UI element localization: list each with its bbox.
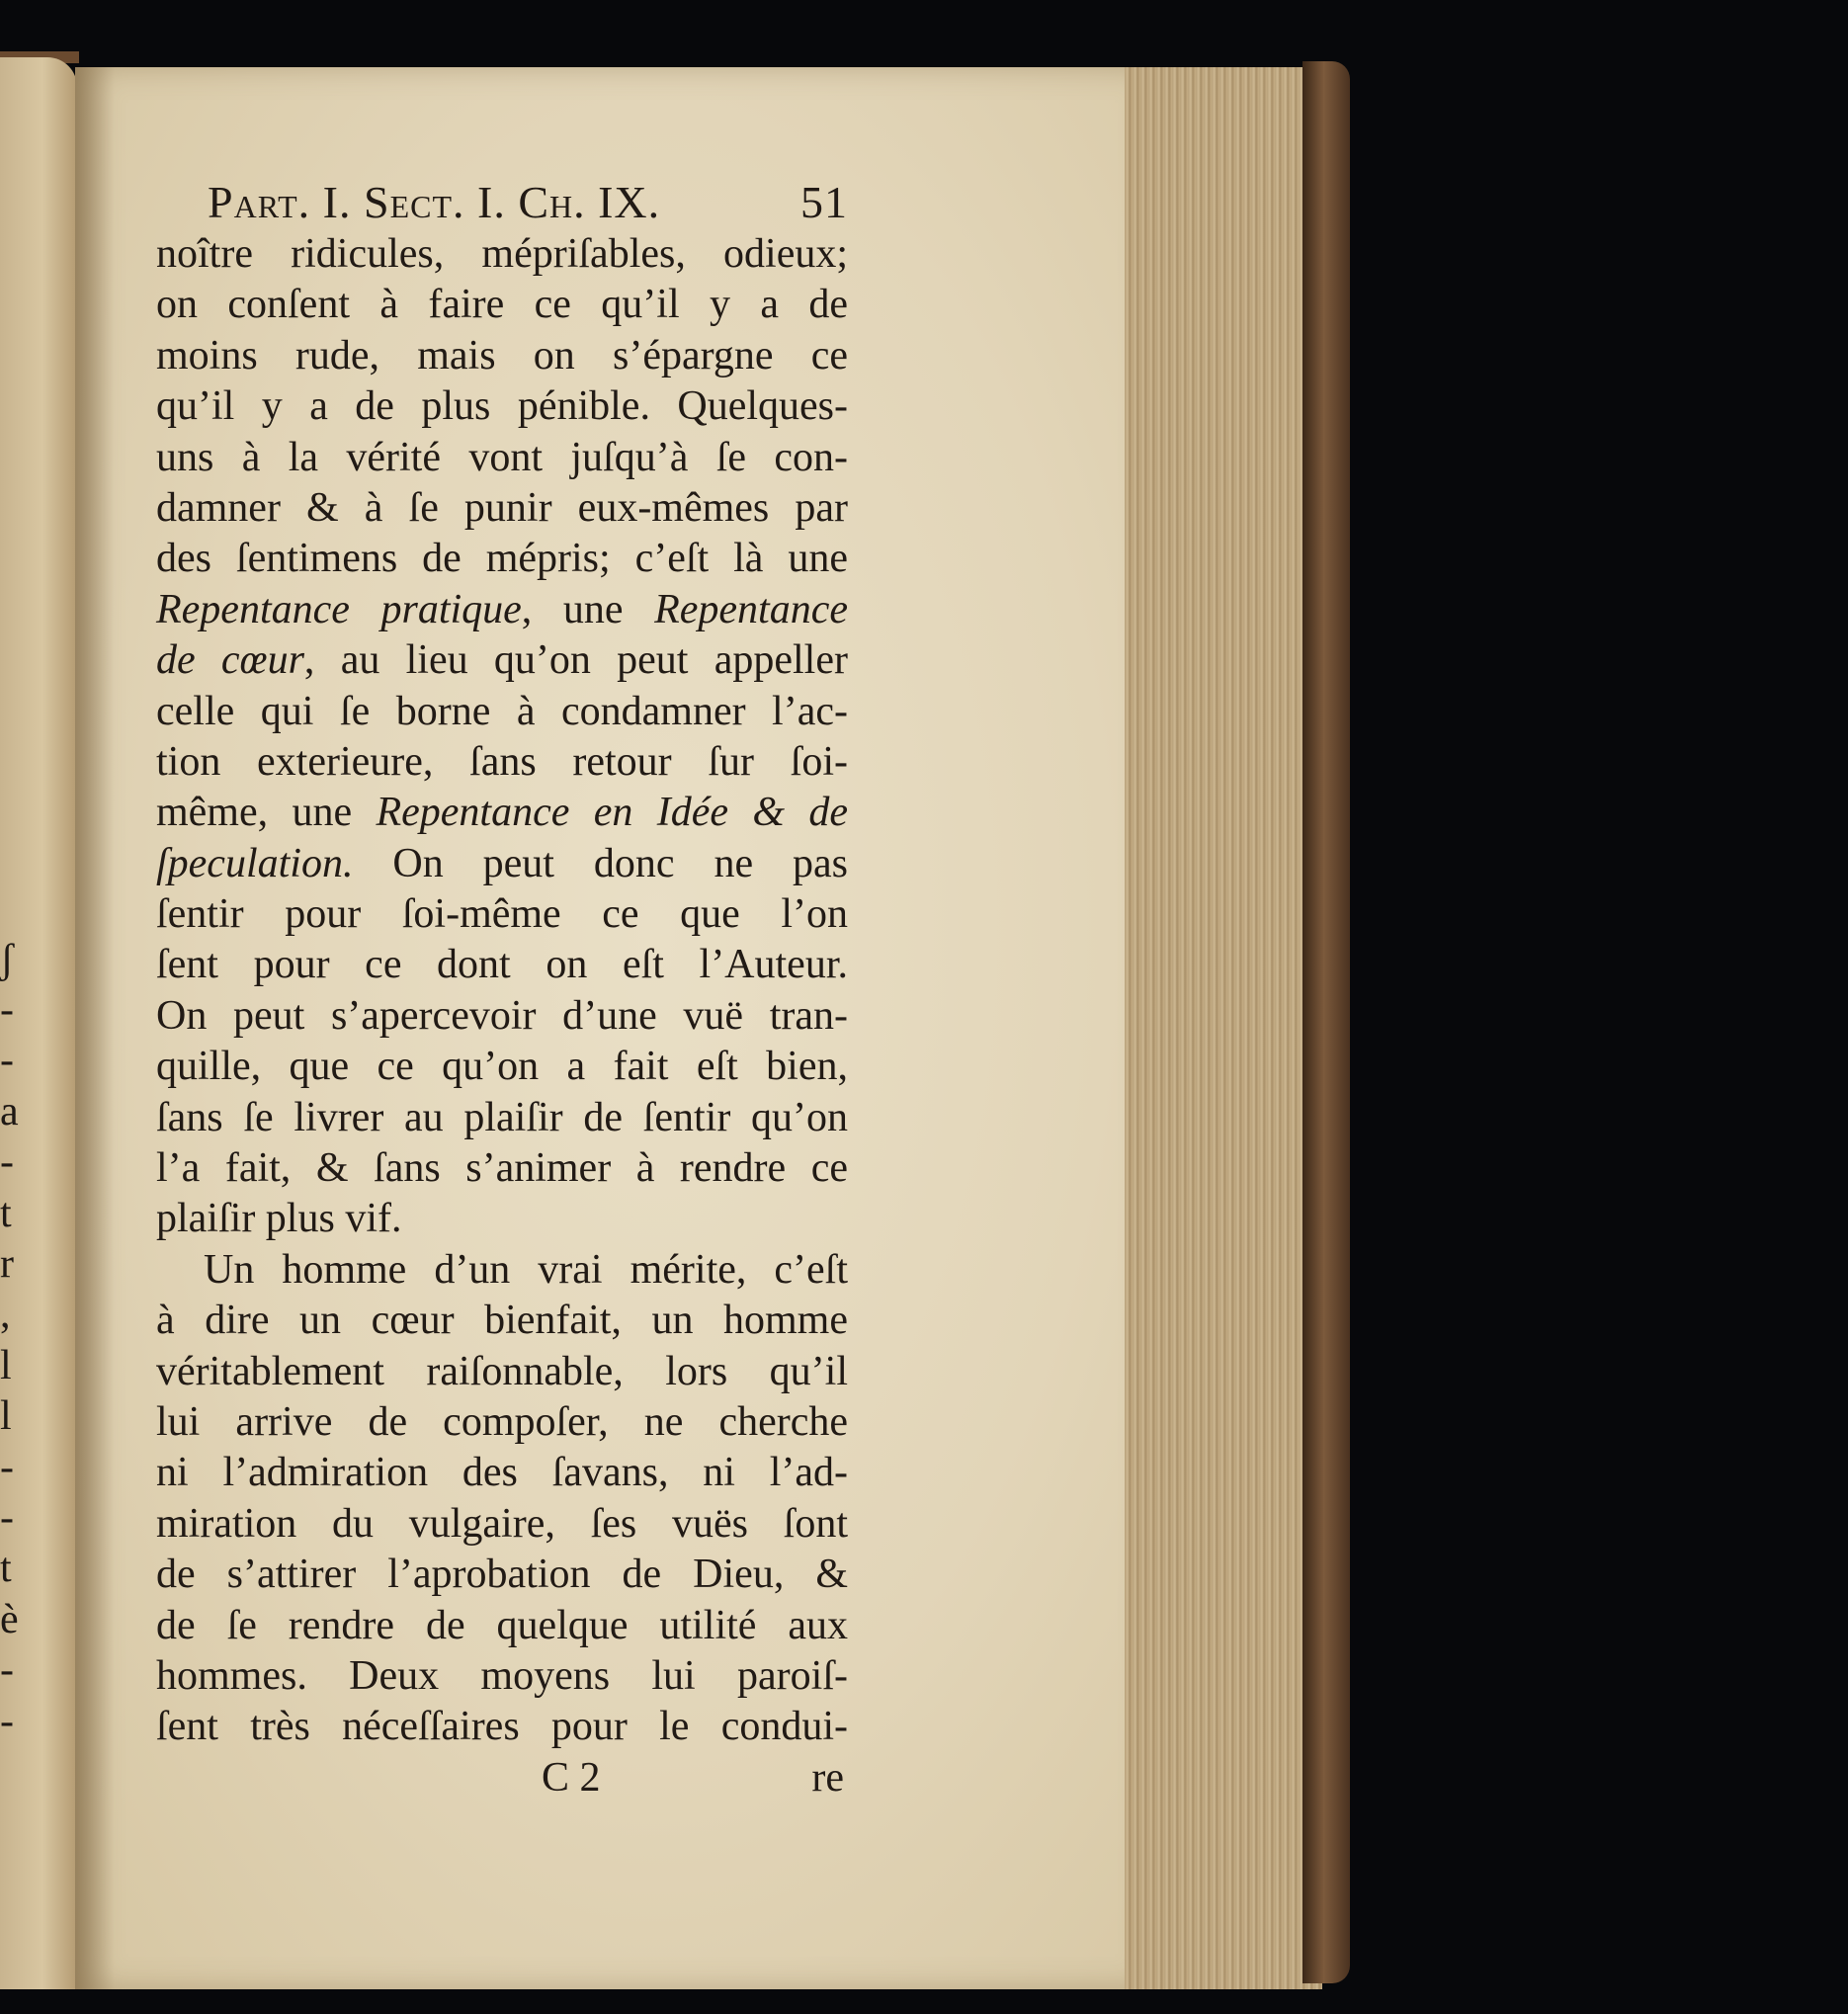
text-segment: tion exterieure, ſans retour ſur ſoi-: [156, 738, 848, 785]
running-head-title: Part. I. Sect. I. Ch. IX.: [208, 177, 661, 227]
text-segment: ſans ſe livrer au plaiſir de ſentir qu’on: [156, 1094, 848, 1140]
italic-text: Repentance en Idée & de: [376, 790, 848, 836]
leather-binding: [1302, 61, 1350, 1983]
catchword: re: [811, 1754, 844, 1801]
text-line: [156, 788, 848, 838]
text-line: [156, 1296, 848, 1346]
text-line: [156, 889, 848, 940]
text-line: [156, 1601, 848, 1651]
text-segment: hommes. Deux moyens lui paroiſ-: [156, 1652, 848, 1699]
text-segment: On peut donc ne pas: [353, 840, 848, 886]
text-segment: même, une: [156, 790, 377, 836]
italic-text: de cœur: [156, 637, 304, 684]
text-segment: On peut s’apercevoir d’une vuë tran-: [156, 992, 848, 1039]
text-line: [156, 940, 848, 990]
text-line: [156, 1347, 848, 1397]
left-page-glyph: r: [0, 1241, 14, 1287]
text-segment: , au lieu qu’on peut appeller: [303, 637, 848, 684]
text-segment: plaiſir plus vif.: [156, 1196, 402, 1242]
text-segment: , une: [521, 586, 655, 632]
left-page-glyph: l: [0, 1342, 12, 1388]
text-line: [156, 280, 848, 330]
text-line: [156, 687, 848, 737]
text-segment: à dire un cœur bienfait, un homme: [156, 1298, 848, 1344]
text-line: [156, 1042, 848, 1092]
text-line: [156, 1499, 848, 1550]
text-segment: qu’il y a de plus pénible. Quelques-: [156, 383, 848, 430]
left-page-glyph: -: [0, 1698, 14, 1744]
italic-text: ſpeculation.: [156, 840, 354, 886]
text-line: [156, 1397, 848, 1448]
text-segment: miration du vulgaire, ſes vuës ſont: [156, 1500, 848, 1547]
left-page-glyph: ʃ: [0, 936, 14, 982]
text-segment: Un homme d’un vrai mérite, c’eſt: [204, 1246, 848, 1293]
text-segment: ſent pour ce dont on eſt l’Auteur.: [156, 942, 848, 988]
text-segment: véritablement raiſonnable, lors qu’il: [156, 1348, 848, 1394]
left-page-glyph: t: [0, 1546, 12, 1592]
text-segment: ſent très néceſſaires pour le condui-: [156, 1704, 848, 1750]
left-page-glyph: -: [0, 1139, 14, 1186]
gutter-shadow: [75, 67, 115, 1989]
page-text-block: [156, 176, 848, 1804]
text-line: [156, 585, 848, 635]
text-segment: noître ridicules, mépriſables, odieux;: [156, 231, 848, 277]
text-line: [156, 1651, 848, 1702]
text-line: [156, 381, 848, 432]
text-segment: des ſentimens de mépris; c’eſt là une: [156, 536, 848, 582]
text-line: [156, 1194, 848, 1244]
text-line: [156, 1550, 848, 1600]
text-line: [156, 1448, 848, 1498]
text-line: [156, 331, 848, 381]
text-segment: de ſe rendre de quelque utilité aux: [156, 1602, 848, 1648]
catchline: [156, 1753, 848, 1804]
text-segment: celle qui ſe borne à condamner l’ac-: [156, 688, 848, 734]
text-segment: quille, que ce qu’on a fait eſt bien,: [156, 1044, 848, 1090]
italic-text: Repentance: [654, 586, 848, 632]
text-line: [156, 534, 848, 584]
text-segment: de s’attirer l’aprobation de Dieu, &: [156, 1552, 848, 1598]
body-text: [156, 229, 848, 1753]
page-block-edges: [1125, 67, 1322, 1989]
left-page-glyph: -: [0, 1038, 14, 1084]
text-line: [156, 991, 848, 1042]
text-segment: damner & à ſe punir eux-mêmes par: [156, 484, 848, 531]
italic-text: Repentance pratique: [156, 586, 522, 632]
text-line: [156, 635, 848, 686]
left-page-glyph: -: [0, 1647, 14, 1694]
text-segment: ni l’admiration des ſavans, ni l’ad-: [156, 1450, 848, 1496]
text-line: [156, 483, 848, 534]
left-page-glyph: t: [0, 1190, 12, 1236]
text-line: [156, 1143, 848, 1194]
text-segment: uns à la vérité vont juſqu’à ſe con-: [156, 434, 848, 480]
left-page-glyph: -: [0, 987, 14, 1033]
signature-mark: C 2: [542, 1754, 601, 1801]
left-page-glyph: è: [0, 1596, 19, 1642]
text-segment: ſentir pour ſoi-même ce que l’on: [156, 891, 848, 938]
left-page-glyph: l: [0, 1393, 12, 1440]
left-page-glyph: a: [0, 1088, 19, 1134]
left-page-glyph: ,: [0, 1292, 11, 1338]
text-segment: l’a fait, & ſans s’animer à rendre ce: [156, 1145, 848, 1192]
running-head: [156, 176, 848, 227]
text-segment: on conſent à faire ce qu’il y a de: [156, 282, 848, 328]
text-line: [156, 737, 848, 788]
text-line: [156, 839, 848, 889]
left-page-glyph: -: [0, 1444, 14, 1490]
text-line: [156, 229, 848, 280]
text-line: [156, 1702, 848, 1752]
text-line: [156, 1093, 848, 1143]
left-page-glyph: -: [0, 1495, 14, 1541]
text-segment: moins rude, mais on s’épargne ce: [156, 332, 848, 378]
text-line: [156, 433, 848, 483]
text-segment: lui arrive de compoſer, ne cherche: [156, 1398, 848, 1445]
text-line: [156, 1245, 848, 1296]
page-number: 51: [800, 177, 848, 227]
